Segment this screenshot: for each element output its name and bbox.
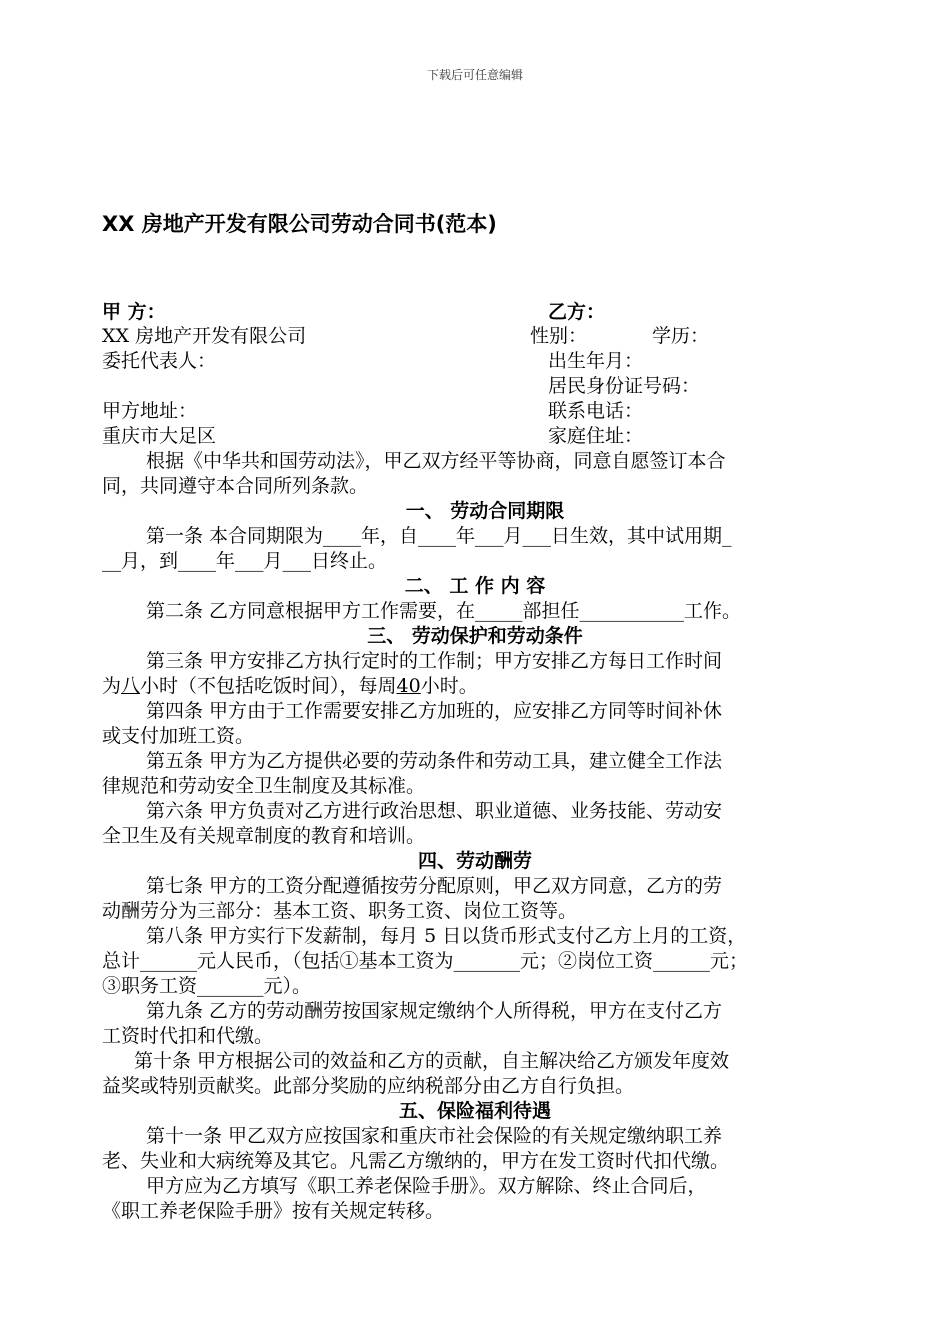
section-heading-4: 四、劳动酬劳 — [417, 850, 532, 872]
article-9-line-2: 工资时代扣和代缴。 — [102, 1025, 274, 1047]
article-4-line-2: 或支付加班工资。 — [102, 725, 255, 747]
section-heading-5: 五、保险福利待遇 — [398, 1100, 551, 1122]
article-11-line-2: 老、失业和大病统筹及其它。凡需乙方缴纳的，甲方在发工资时代扣代缴。 — [102, 1150, 730, 1172]
party-b-label: 乙方： — [548, 301, 606, 323]
article-3-text-a: 为 — [102, 675, 122, 697]
article-3-text-b: 小时（不包括吃饭时间），每周 — [140, 675, 397, 697]
article-2-line-1: 第二条 乙方同意根据甲方工作需要，在_____部担任___________工作。 — [146, 600, 742, 622]
article-7-line-1: 第七条 甲方的工资分配遵循按劳分配原则，甲乙双方同意，乙方的劳 — [146, 875, 723, 897]
party-b-phone: 联系电话： — [548, 400, 644, 422]
party-a-address: 重庆市大足区 — [102, 425, 217, 447]
article-11-line-1: 第十一条 甲乙双方应按国家和重庆市社会保险的有关规定缴纳职工养 — [146, 1125, 723, 1147]
daily-hours-value: 八 — [121, 675, 141, 697]
intro-line-1: 根据《中华共和国劳动法》，甲乙双方经平等协商，同意自愿签订本合 — [146, 450, 726, 472]
article-7-line-2: 动酬劳分为三部分：基本工资、职务工资、岗位工资等。 — [102, 900, 578, 922]
article-5-line-2: 律规范和劳动安全卫生制度及其标准。 — [102, 775, 426, 797]
article-3-line-1: 第三条 甲方安排乙方执行定时的工作制；甲方安排乙方每日工作时间 — [146, 650, 723, 672]
article-11-line-3: 甲方应为乙方填写《职工养老保险手册》。双方解除、终止合同后， — [146, 1175, 707, 1197]
party-b-home: 家庭住址： — [548, 425, 644, 447]
party-a-representative: 委托代表人： — [102, 350, 217, 372]
article-10-line-1: 第十条 甲方根据公司的效益和乙方的贡献，自主解决给乙方颁发年度效 — [134, 1050, 730, 1072]
article-11-line-4: 《职工养老保险手册》按有关规定转移。 — [102, 1200, 445, 1222]
section-heading-2: 二、 工 作 内 容 — [404, 575, 546, 597]
document-title: XX 房地产开发有限公司劳动合同书(范本) — [102, 212, 497, 236]
section-heading-1: 一、 劳动合同期限 — [405, 500, 565, 522]
article-5-line-1: 第五条 甲方为乙方提供必要的劳动条件和劳动工具，建立健全工作法 — [146, 750, 723, 772]
article-1-line-1: 第一条 本合同期限为____年，自____年___月___日生效，其中试用期_ — [146, 525, 732, 547]
header-note: 下载后可任意编辑 — [426, 68, 523, 82]
article-8-line-2: 总计______元人民币，（包括①基本工资为_______元；②岗位工资______元； — [102, 950, 749, 972]
article-4-line-1: 第四条 甲方由于工作需要安排乙方加班的，应安排乙方同等时间补休 — [146, 700, 723, 722]
party-a-label: 甲 方： — [102, 301, 166, 323]
article-1-line-2: __月，到____年___月___日终止。 — [102, 550, 388, 572]
article-9-line-1: 第九条 乙方的劳动酬劳按国家规定缴纳个人所得税，甲方在支付乙方 — [146, 1000, 723, 1022]
article-8-line-1: 第八条 甲方实行下发薪制，每月 5 日以货币形式支付乙方上月的工资， — [146, 925, 747, 947]
article-3-text-c: 小时。 — [420, 675, 478, 697]
party-a-address-label: 甲方地址： — [102, 400, 198, 422]
article-8-line-3: ③职务工资_______元）。 — [102, 975, 312, 997]
intro-line-2: 同，共同遵守本合同所列条款。 — [102, 475, 369, 497]
weekly-hours-value: 40 — [396, 675, 421, 697]
article-10-line-2: 益奖或特别贡献奖。此部分奖励的应纳税部分由乙方自行负担。 — [102, 1075, 635, 1097]
article-3-line-2 — [102, 674, 478, 698]
section-heading-3: 三、 劳动保护和劳动条件 — [367, 625, 583, 647]
article-6-line-1: 第六条 甲方负责对乙方进行政治思想、职业道德、业务技能、劳动安 — [146, 800, 723, 822]
party-b-education: 学历： — [652, 325, 710, 347]
party-a-company: XX 房地产开发有限公司 — [102, 325, 307, 347]
party-b-gender: 性别： — [530, 325, 588, 347]
article-6-line-2: 全卫生及有关规章制度的教育和培训。 — [102, 825, 426, 847]
party-b-birth: 出生年月： — [548, 350, 644, 372]
party-b-id-number: 居民身份证号码： — [548, 375, 701, 397]
